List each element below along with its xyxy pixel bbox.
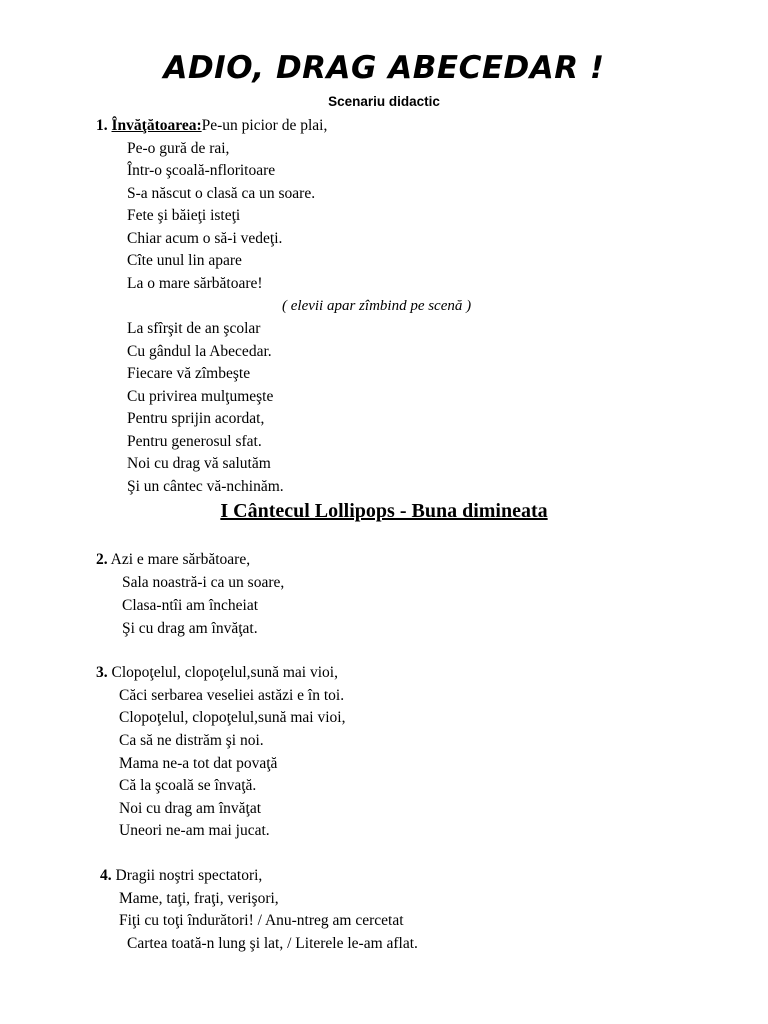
- stage-direction: ( elevii apar zîmbind pe scenă ): [282, 298, 472, 314]
- verse-line: S-a născut o clasă ca un soare.: [127, 185, 316, 202]
- verse-line: Dragii noştri spectatori,: [115, 867, 263, 884]
- stanza-1-first-line: [96, 116, 327, 136]
- stanza-3-first-line: [96, 663, 338, 683]
- verse-line: Într-o şcoală-nfloritoare: [127, 162, 276, 179]
- verse-line: Cîte unul lin apare: [127, 252, 242, 269]
- verse-line: Fiecare vă zîmbeşte: [127, 365, 251, 382]
- verse-line: Noi cu drag am învăţat: [119, 800, 262, 817]
- verse-line: Noi cu drag vă salutăm: [127, 455, 271, 472]
- verse-line: Pe-o gură de rai,: [127, 140, 230, 157]
- verse-line: La sfîrşit de an şcolar: [127, 320, 261, 337]
- verse-line: Clasa-ntîi am încheiat: [122, 597, 259, 614]
- verse-line: Azi e mare sărbătoare,: [110, 551, 251, 568]
- verse-line: Fete şi băieţi isteţi: [127, 207, 241, 224]
- verse-line: Ca să ne distrăm şi noi.: [119, 732, 264, 749]
- verse-line: Uneori ne-am mai jucat.: [119, 822, 270, 839]
- stanza-2-number: 2.: [96, 551, 108, 568]
- stanza-4-number: 4.: [100, 867, 112, 884]
- verse-line: Pentru generosul sfat.: [127, 433, 262, 450]
- verse-line: Şi un cântec vă-nchinăm.: [127, 478, 284, 495]
- verse-line: Că la şcoală se învaţă.: [119, 777, 257, 794]
- verse-line: Clopoţelul, clopoţelul,sună mai vioi,: [111, 664, 338, 681]
- verse-line: Şi cu drag am învăţat.: [122, 620, 258, 637]
- page-subtitle: Scenariu didactic: [328, 94, 440, 109]
- verse-line: Căci serbarea veseliei astăzi e în toi.: [119, 687, 345, 704]
- verse-line: Pe-un picior de plai,: [201, 117, 328, 134]
- verse-line: Clopoţelul, clopoţelul,sună mai vioi,: [119, 709, 346, 726]
- verse-line: Mama ne-a tot dat povaţă: [119, 755, 278, 772]
- verse-line: Cartea toată-n lung şi lat, / Literele le-am aflat.: [127, 935, 418, 952]
- speaker-label: Învăţătoarea:: [111, 117, 202, 134]
- verse-line: Cu privirea mulţumeşte: [127, 388, 274, 405]
- stanza-2-first-line: [96, 550, 250, 570]
- verse-line: Mame, taţi, fraţi, verişori,: [119, 890, 279, 907]
- verse-line: Chiar acum o să-i vedeţi.: [127, 230, 283, 247]
- verse-line: Pentru sprijin acordat,: [127, 410, 265, 427]
- stanza-1-number: 1.: [96, 117, 108, 134]
- verse-line: La o mare sărbătoare!: [127, 275, 263, 292]
- verse-line: Sala noastră-i ca un soare,: [122, 574, 285, 591]
- page-title: ADIO, DRAG ABECEDAR !: [163, 50, 605, 86]
- stanza-3-number: 3.: [96, 664, 108, 681]
- stanza-4-first-line: [100, 866, 262, 886]
- song-heading: I Cântecul Lollipops - Buna dimineata: [220, 500, 548, 522]
- verse-line: Cu gândul la Abecedar.: [127, 343, 272, 360]
- verse-line: Fiţi cu toţi îndurători! / Anu-ntreg am cercetat: [119, 912, 404, 929]
